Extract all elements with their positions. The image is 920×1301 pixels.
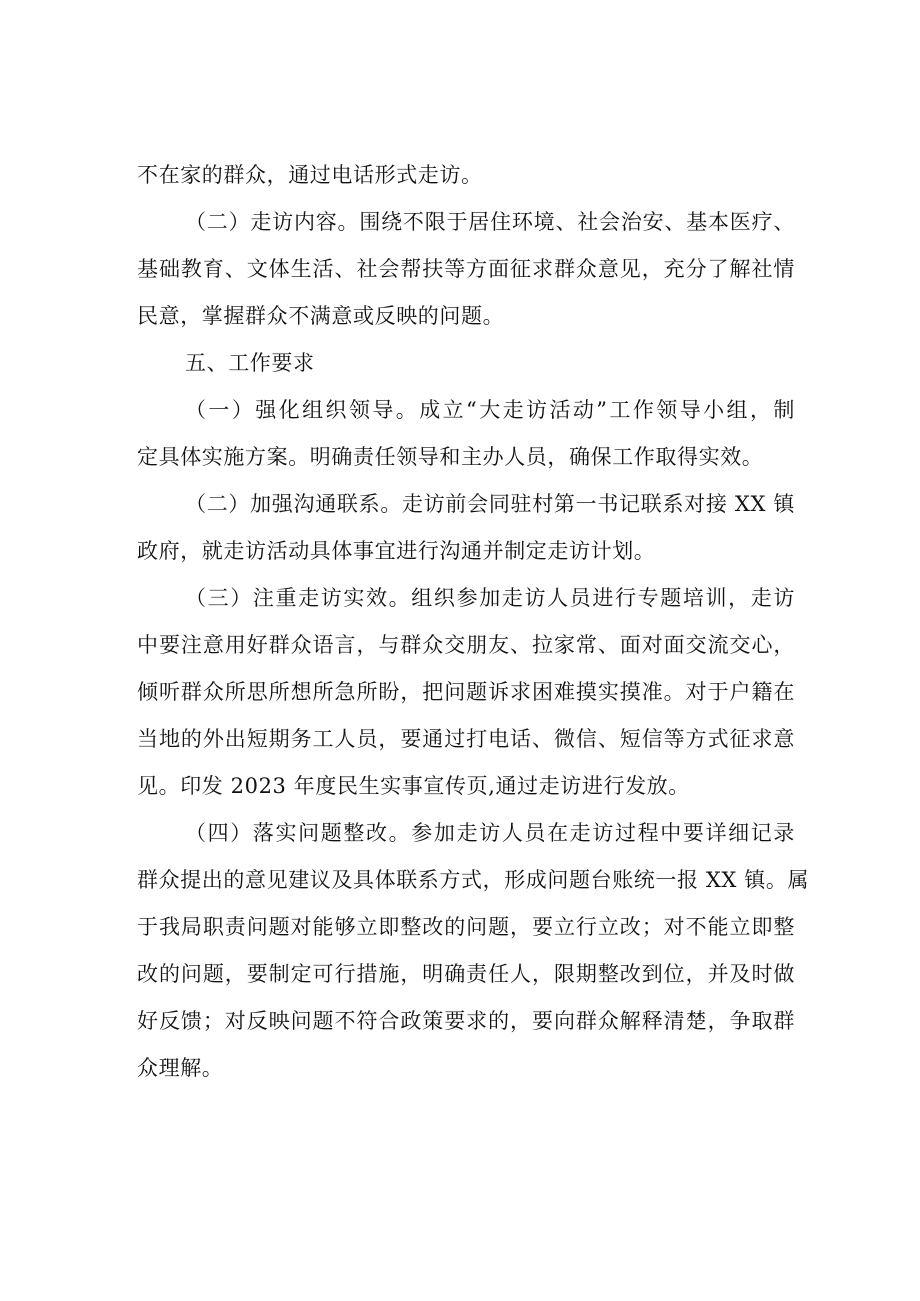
- text-line: 于我局职责问题对能够立即整改的问题，要立行立改；对不能立即整: [137, 915, 795, 939]
- paragraph: [137, 810, 810, 1092]
- section-heading-text: 五、工作要求: [185, 351, 315, 375]
- text-line: 群众提出的意见建议及具体联系方式，形成问题台账统一报 XX 镇。属: [137, 868, 810, 892]
- paragraph: [137, 575, 795, 810]
- text-line: 政府，就走访活动具体事宜进行沟通并制定走访计划。: [137, 539, 656, 563]
- text-line: 好反馈；对反映问题不符合政策要求的，要向群众解释清楚，争取群: [137, 1009, 795, 1033]
- paragraph: [137, 199, 795, 340]
- text-line: （三）注重走访实效。组织参加走访人员进行专题培训，走访: [185, 586, 795, 610]
- paragraph: [137, 481, 795, 575]
- text-line: 不在家的群众，通过电话形式走访。: [137, 163, 483, 187]
- text-line: 众理解。: [137, 1056, 224, 1080]
- paragraph: [137, 152, 795, 199]
- document-body: [137, 152, 810, 1092]
- text-line: （一）强化组织领导。成立“大走访活动”工作领导小组，制: [185, 398, 795, 422]
- text-line: （四）落实问题整改。参加走访人员在走访过程中要详细记录: [185, 821, 795, 845]
- section-heading: [137, 340, 795, 387]
- paragraph: [137, 387, 795, 481]
- text-line: 定具体实施方案。明确责任领导和主办人员，确保工作取得实效。: [137, 445, 764, 469]
- text-line: 基础教育、文体生活、社会帮扶等方面征求群众意见，充分了解社情: [137, 257, 795, 281]
- text-line: （二）加强沟通联系。走访前会同驻村第一书记联系对接 XX 镇: [185, 492, 795, 516]
- text-line: （二）走访内容。围绕不限于居住环境、社会治安、基本医疗、: [185, 210, 795, 234]
- text-line: 见。印发 2023 年度民生实事宣传页,通过走访进行发放。: [137, 774, 690, 798]
- text-line: 中要注意用好群众语言，与群众交朋友、拉家常、面对面交流交心，: [137, 633, 795, 657]
- text-line: 改的问题，要制定可行措施，明确责任人，限期整改到位，并及时做: [137, 962, 795, 986]
- text-line: 当地的外出短期务工人员，要通过打电话、微信、短信等方式征求意: [137, 727, 795, 751]
- text-line: 倾听群众所思所想所急所盼，把问题诉求困难摸实摸准。对于户籍在: [137, 680, 795, 704]
- text-line: 民意，掌握群众不满意或反映的问题。: [137, 304, 505, 328]
